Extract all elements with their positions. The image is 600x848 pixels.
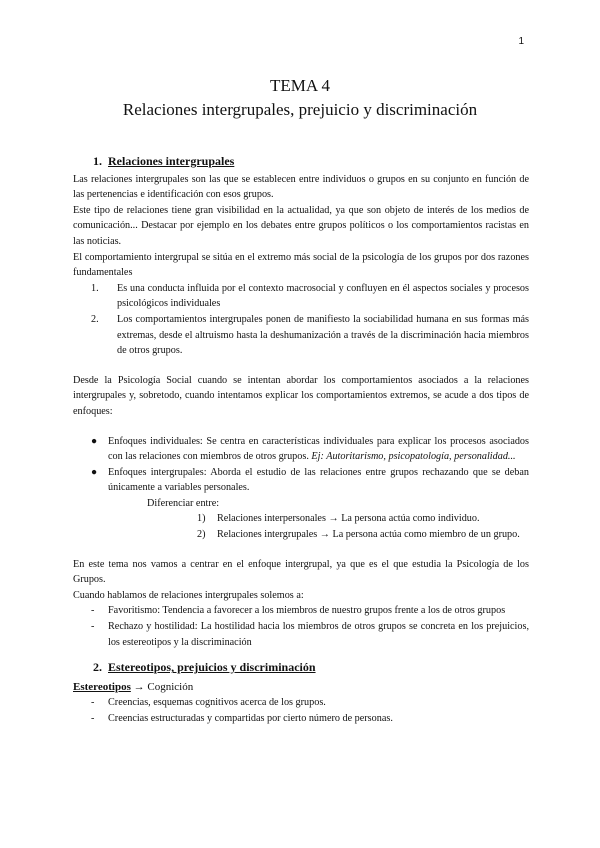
paragraph: En este tema nos vamos a centrar en el enfoque intergrupal, ya que es el que estudia la Psicología de los Grupos. xyxy=(73,558,529,586)
dash-marker: - xyxy=(91,697,95,709)
bullet-text: Enfoques intergrupales: Aborda el estudio de las relaciones entre grupos rechazando que se deban únicamente a variables personales. xyxy=(108,466,529,494)
dash-text: Creencias estructuradas y compartidas por cierto número de personas. xyxy=(108,713,393,724)
dash-item xyxy=(91,619,529,650)
bullet-item xyxy=(91,434,529,465)
sub-list-number: 2) xyxy=(197,529,206,541)
section-1-heading xyxy=(93,154,529,170)
bullet-text: Enfoques individuales: Se centra en características individuales para explicar los procesos asociados con las relaciones con miembros de otros grupos. xyxy=(108,435,529,463)
paragraph: Este tipo de relaciones tiene gran visibilidad en la actualidad, ya que son objeto de interés de los medios de comunicación... Destacar por ejemplo en los debates entre grupos políticos o los comportamientos racistas en las noticias. xyxy=(73,204,529,247)
section-2-title: Estereotipos, prejuicios y discriminación xyxy=(108,660,316,675)
paragraph: Cuando hablamos de relaciones intergrupales solemos a: xyxy=(73,589,304,601)
sub-list-text: Relaciones interpersonales → La persona actúa como individuo. xyxy=(217,513,480,525)
section-2-number: 2. xyxy=(93,660,102,675)
bullet-icon: ● xyxy=(91,466,98,478)
bullet-icon: ● xyxy=(91,435,98,447)
dash-text: Creencias, esquemas cognitivos acerca de los grupos. xyxy=(108,697,326,709)
dash-item xyxy=(91,695,529,711)
paragraph: Desde la Psicología Social cuando se intentan abordar los comportamientos asociados a la relaciones intergrupales y, sobretodo, cuando intentamos explicar los comportamientos extremos, se acude a dos tipos de enfoques: xyxy=(73,374,529,417)
subsection-heading xyxy=(73,680,529,696)
section-1-title: Relaciones intergrupales xyxy=(108,154,235,168)
list-item xyxy=(91,281,529,312)
page-number: 1 xyxy=(518,36,524,47)
list-item xyxy=(91,312,529,359)
list-number: 2. xyxy=(91,313,99,325)
sub-list-text: Relaciones intergrupales → La persona actúa como miembro de un grupo. xyxy=(217,529,520,541)
section-1-number: 1. xyxy=(93,154,102,168)
document-body xyxy=(73,154,529,727)
dash-marker: - xyxy=(91,713,95,724)
document-title: TEMA 4 xyxy=(270,76,330,95)
dash-marker: - xyxy=(91,621,95,633)
bullet-example: Ej: Autoritarismo, psicopatología, personalidad... xyxy=(311,451,516,463)
list-text: Es una conducta influida por el contexto macrosocial y confluyen en él aspectos sociales y procesos psicológicos individuales xyxy=(117,282,529,310)
paragraph: El comportamiento intergrupal se sitúa en el extremo más social de la psicología de los grupos por dos razones fundamentales xyxy=(73,251,529,279)
sub-list-item xyxy=(197,511,529,527)
paragraph: Las relaciones intergrupales son las que se establecen entre individuos o grupos en su conjunto en función de las pertenencias e identificación con esos grupos. xyxy=(73,173,529,201)
differentiate-label: Diferenciar entre: xyxy=(147,497,220,509)
dash-text: Favoritismo: Tendencia a favorecer a los miembros de nuestro grupos frente a los de otros grupos xyxy=(108,605,506,617)
list-text: Los comportamientos intergrupales ponen de manifiesto la sociabilidad humana en sus formas más extremas, desde el altruismo hasta la deshumanización a través de la discriminación hacia miembros de otros grupos. xyxy=(117,313,529,357)
dash-marker: - xyxy=(91,605,95,617)
document-subtitle: Relaciones intergrupales, prejuicio y discriminación xyxy=(122,100,478,119)
list-number: 1. xyxy=(91,282,99,294)
bullet-item xyxy=(91,465,529,496)
sub-list-item xyxy=(197,527,529,543)
subsection-label: Estereotipos xyxy=(73,680,131,693)
section-2-heading xyxy=(93,660,529,676)
dash-item xyxy=(91,603,529,619)
sub-list-number: 1) xyxy=(197,513,206,525)
subsection-rest: → Cognición xyxy=(130,680,194,693)
dash-item xyxy=(91,711,529,727)
dash-text: Rechazo y hostilidad: La hostilidad hacia los miembros de otros grupos se concreta en los prejuicios, los estereotipos y la discriminación xyxy=(108,621,529,648)
